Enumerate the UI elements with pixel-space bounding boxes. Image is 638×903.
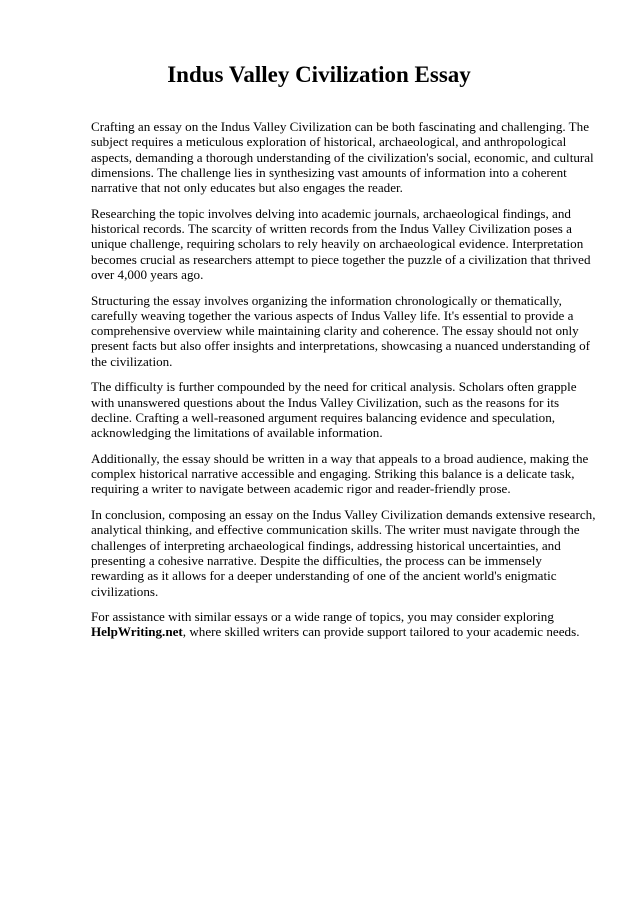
paragraph-4: The difficulty is further compounded by the need for critical analysis. Scholars often grapple with unanswered questions about the Indus Valley Civilization, such as the reasons for its decline. Crafting a well-reasoned argument requires balancing evidence and speculation, acknowledging the limitations of available information. bbox=[91, 379, 577, 441]
paragraph-1: Crafting an essay on the Indus Valley Civilization can be both fascinating and challenging. The subject requires a meticulous exploration of historical, archaeological, and anthropological aspects, demanding a thorough understanding of the civilization's social, economic, and cultural dimensions. The challenge lies in synthesizing vast amounts of information into a coherent narrative that not only educates but also engages the reader. bbox=[91, 119, 594, 196]
helpwriting-link[interactable]: HelpWriting.net bbox=[91, 624, 183, 640]
paragraph-6: In conclusion, composing an essay on the Indus Valley Civilization demands extensive research, analytical thinking, and effective communication skills. The writer must navigate through the challenges of interpreting archaeological findings, addressing historical uncertainties, and presenting a cohesive narrative. Despite the difficulties, the process can be immensely rewarding as it allows for a deeper understanding of one of the ancient world's enigmatic civilizations. bbox=[91, 507, 596, 599]
closing-paragraph bbox=[91, 609, 596, 640]
paragraph-2: Researching the topic involves delving into academic journals, archaeological findings, and historical records. The scarcity of written records from the Indus Valley Civilization poses a unique challenge, requiring scholars to rely heavily on archaeological evidence. Interpretation becomes crucial as researchers attempt to piece together the puzzle of a civilization that thrived over 4,000 years ago. bbox=[91, 205, 591, 282]
closing-intro-text: For assistance with similar essays or a wide range of topics, you may consider exploring bbox=[91, 609, 554, 625]
closing-outro-text: , where skilled writers can provide support tailored to your academic needs. bbox=[182, 624, 580, 640]
paragraph-5: Additionally, the essay should be written in a way that appeals to a broad audience, making the complex historical narrative accessible and engaging. Striking this balance is a delicate task, requiring a writer to navigate between academic rigor and reader-friendly prose. bbox=[91, 450, 589, 497]
essay-body bbox=[91, 119, 596, 650]
paragraph-3: Structuring the essay involves organizing the information chronologically or thematically, carefully weaving together the various aspects of Indus Valley life. It's essential to provide a comprehensive overview while maintaining clarity and coherence. The essay should not only present facts but also offer insights and interpretations, showcasing a nuanced understanding of the civilization. bbox=[91, 292, 591, 369]
page-title: Indus Valley Civilization Essay bbox=[167, 62, 471, 87]
